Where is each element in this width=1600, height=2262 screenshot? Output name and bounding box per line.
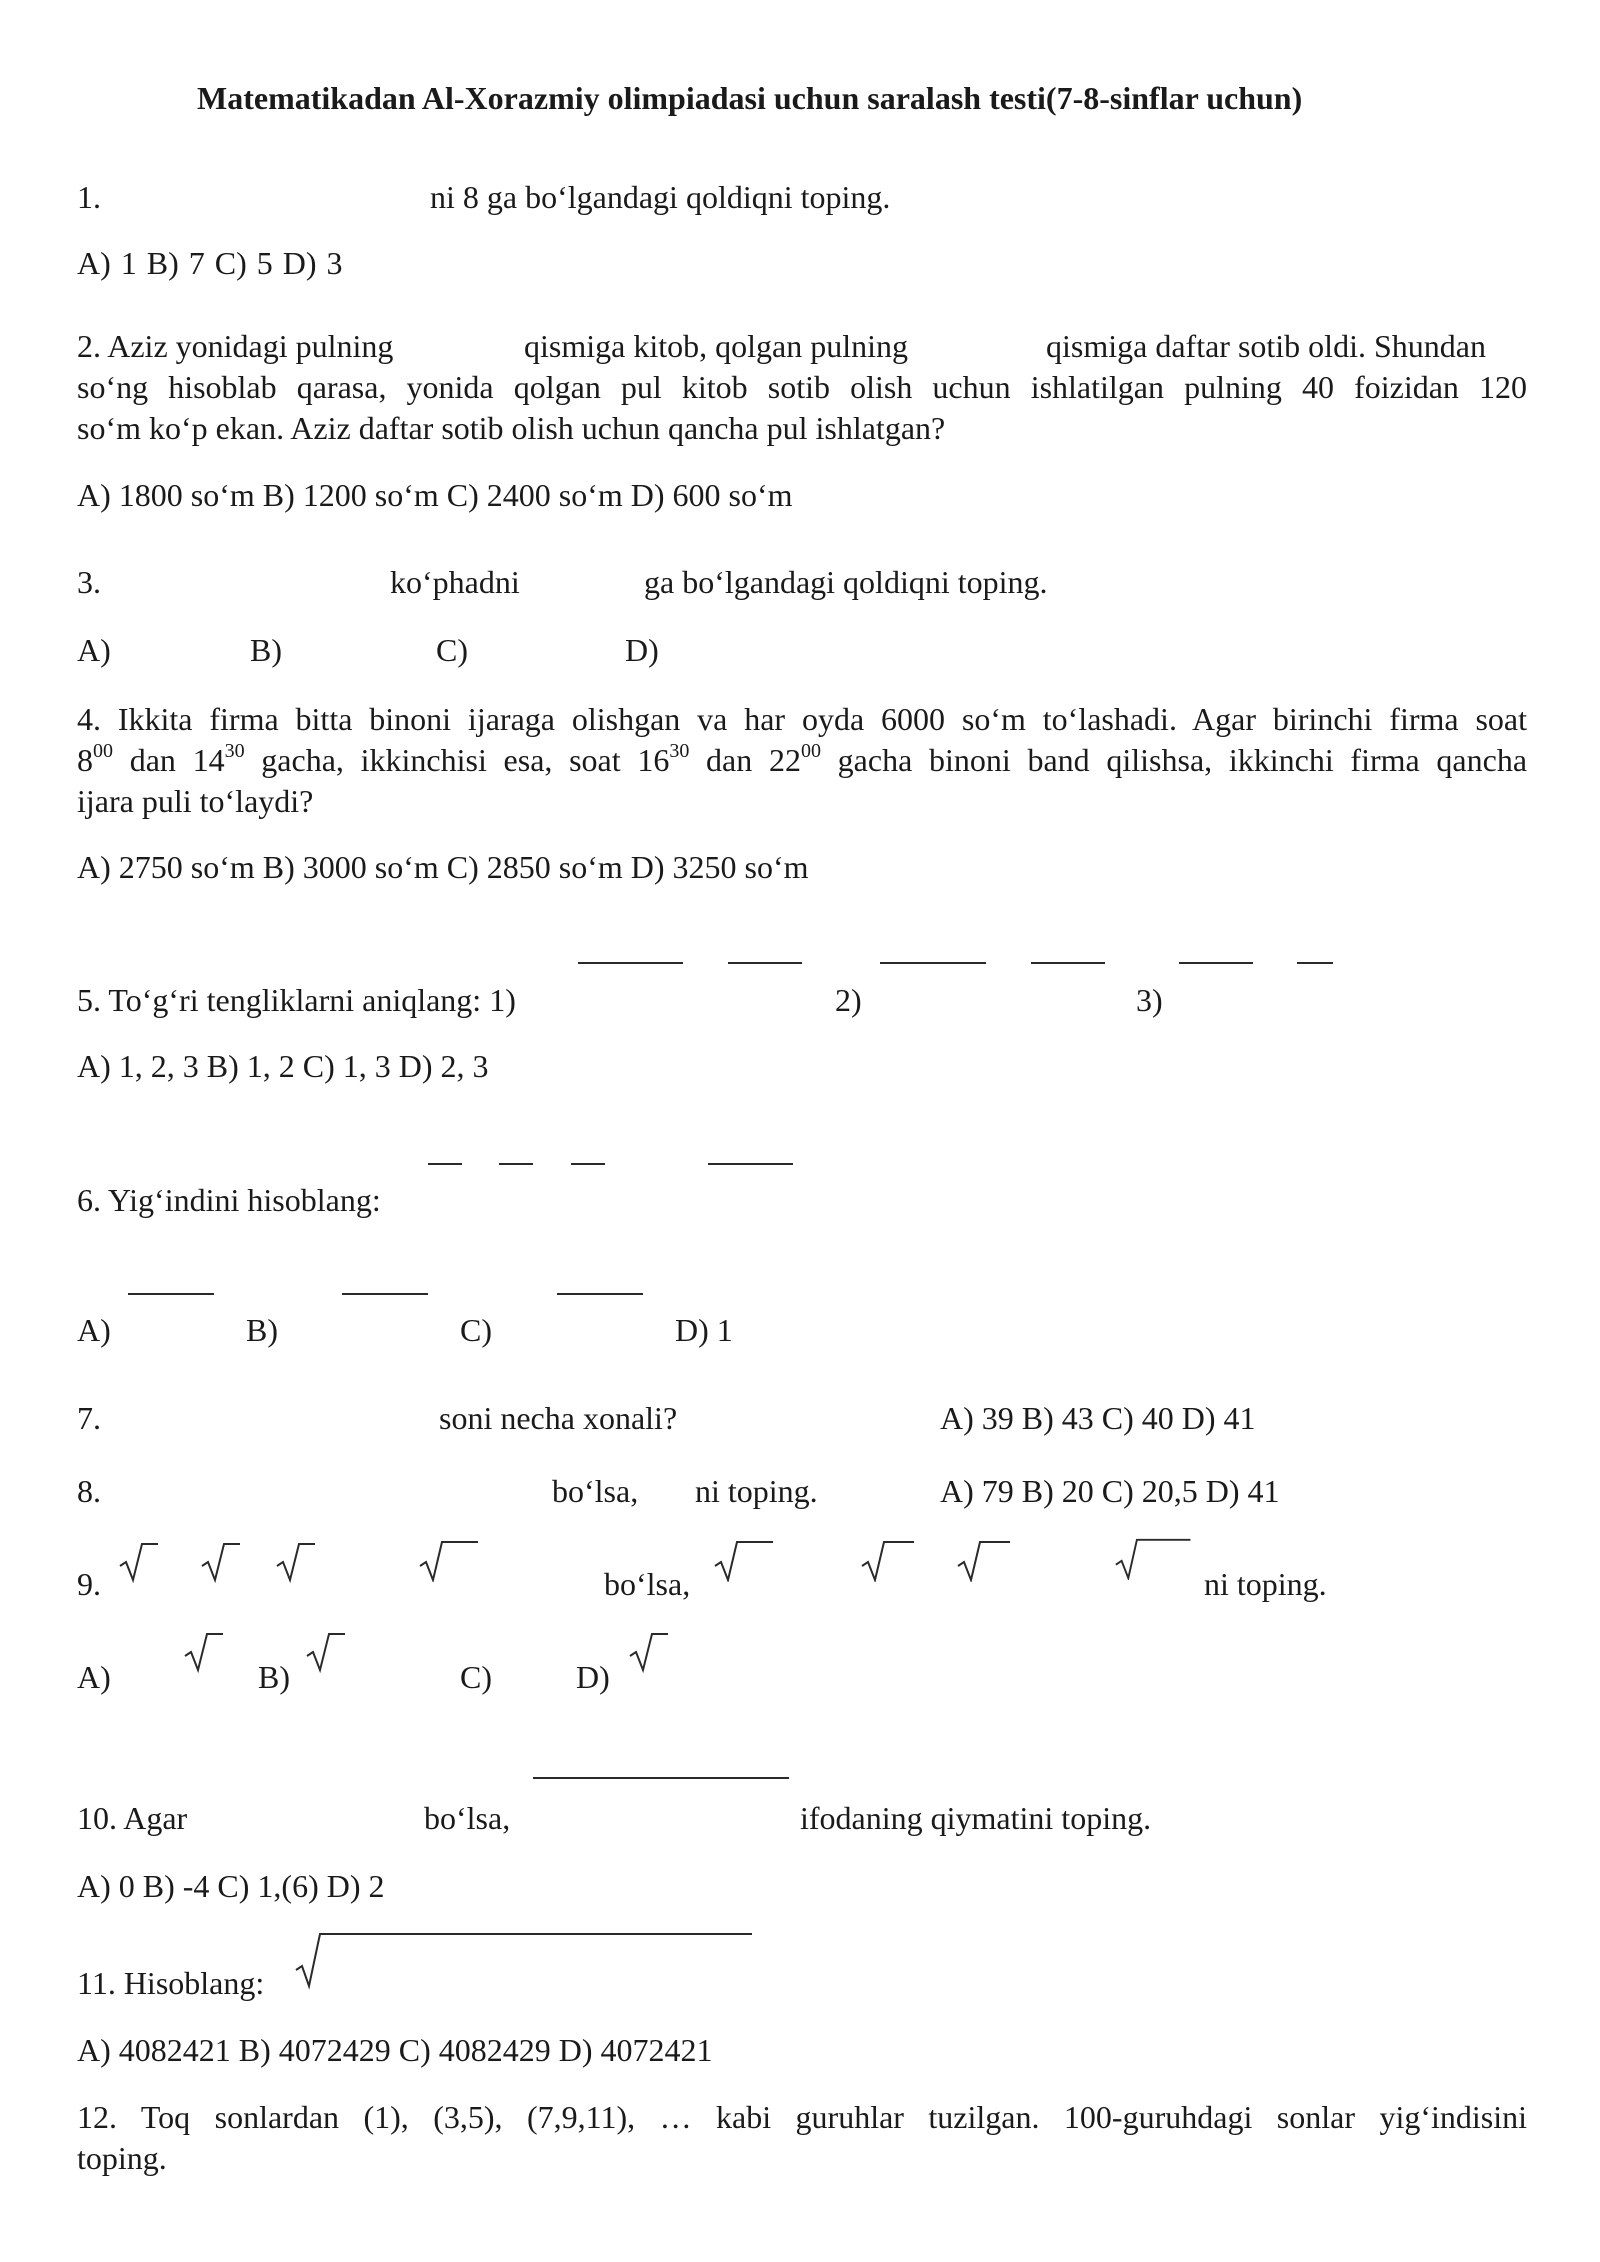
q4-time-2: 14 bbox=[192, 742, 225, 778]
q4-time-4-minutes: 00 bbox=[800, 740, 821, 763]
q9-number: 9. bbox=[77, 1566, 101, 1602]
q6-option-a: A) bbox=[77, 1312, 111, 1348]
q10-text-part2: ifodaning qiymatini toping. bbox=[800, 1800, 1152, 1836]
q1-text: ni 8 ga bo‘lgandagi qoldiqni toping. bbox=[430, 179, 891, 215]
q8-options: A) 79 B) 20 C) 20,5 D) 41 bbox=[940, 1473, 1280, 1509]
fraction-bar bbox=[708, 1163, 793, 1165]
q4-text-line1: 4. Ikkita firma bitta binoni ijaraga olishgan va har oyda 6000 so‘m to‘lashadi. Agar birinchi firma soat bbox=[77, 701, 1527, 737]
q2-text-line3: so‘m ko‘p ekan. Aziz daftar sotib olish uchun qancha pul ishlatgan? bbox=[77, 410, 946, 446]
q9-option-d: D) bbox=[576, 1659, 610, 1695]
sqrt-icon bbox=[956, 1538, 1026, 1582]
q6-option-d: D) 1 bbox=[675, 1312, 733, 1348]
sqrt-icon bbox=[305, 1630, 365, 1674]
q11-text: 11. Hisoblang: bbox=[77, 1965, 265, 2001]
q3-option-d: D) bbox=[625, 632, 659, 668]
q12-text-line1: 12. Toq sonlardan (1), (3,5), (7,9,11), … kabi guruhlar tuzilgan. 100-guruhdagi sonlar yig‘indisini bbox=[77, 2099, 1527, 2135]
q9-option-c: C) bbox=[460, 1659, 492, 1695]
fraction-bar bbox=[533, 1777, 789, 1779]
fraction-bar bbox=[128, 1293, 214, 1295]
q7-text: soni necha xonali? bbox=[439, 1400, 678, 1436]
fraction-bar bbox=[1297, 962, 1333, 964]
q5-options: A) 1, 2, 3 B) 1, 2 C) 1, 3 D) 2, 3 bbox=[77, 1048, 489, 1084]
q2-text-part1: 2. Aziz yonidagi pulning bbox=[77, 328, 394, 364]
fraction-bar bbox=[499, 1163, 533, 1165]
q5-item-2: 2) bbox=[835, 982, 862, 1018]
q4-time-1-minutes: 00 bbox=[93, 740, 113, 763]
q4-word: dan bbox=[689, 742, 769, 778]
q4-text-line2 bbox=[77, 740, 1527, 781]
q4-time-2-minutes: 30 bbox=[224, 740, 245, 763]
q11-options: A) 4082421 B) 4072429 C) 4082429 D) 4072421 bbox=[77, 2032, 713, 2068]
fraction-bar bbox=[571, 1163, 605, 1165]
q3-text-part2: ga bo‘lgandagi qoldiqni toping. bbox=[644, 564, 1048, 600]
q10-text-part1: bo‘lsa, bbox=[424, 1800, 511, 1836]
sqrt-icon bbox=[713, 1538, 793, 1582]
fraction-bar bbox=[578, 962, 683, 964]
q1-number: 1. bbox=[77, 179, 101, 215]
fraction-bar bbox=[880, 962, 986, 964]
sqrt-icon bbox=[118, 1540, 178, 1584]
sqrt-icon bbox=[628, 1630, 688, 1674]
sqrt-icon bbox=[275, 1540, 335, 1584]
q2-text-line2: so‘ng hisoblab qarasa, yonida qolgan pul kitob sotib olish uchun ishlatilgan pulning 40 foizidan 120 bbox=[77, 369, 1527, 405]
q2-text-part2: qismiga kitob, qolgan pulning bbox=[524, 328, 908, 364]
fraction-bar bbox=[557, 1293, 643, 1295]
q4-time-3: 16 bbox=[637, 742, 670, 778]
sqrt-icon bbox=[183, 1630, 243, 1674]
q5-item-3: 3) bbox=[1136, 982, 1163, 1018]
sqrt-icon bbox=[860, 1538, 930, 1582]
q10-text-part0: 10. Agar bbox=[77, 1800, 188, 1836]
q8-text-part2: ni toping. bbox=[695, 1473, 818, 1509]
fraction-bar bbox=[428, 1163, 462, 1165]
q7-options: A) 39 B) 43 C) 40 D) 41 bbox=[940, 1400, 1256, 1436]
q6-text: 6. Yig‘indini hisoblang: bbox=[77, 1182, 381, 1218]
q9-text-part1: bo‘lsa, bbox=[604, 1566, 691, 1602]
q9-option-a: A) bbox=[77, 1659, 111, 1695]
q3-option-b: B) bbox=[250, 632, 282, 668]
sqrt-icon bbox=[418, 1538, 498, 1582]
fraction-bar bbox=[342, 1293, 428, 1295]
q3-option-c: C) bbox=[436, 632, 468, 668]
q8-text-part1: bo‘lsa, bbox=[552, 1473, 639, 1509]
fraction-bar bbox=[1179, 962, 1253, 964]
q9-text-part2: ni toping. bbox=[1204, 1566, 1327, 1602]
q4-word: dan bbox=[113, 742, 193, 778]
q4-time-1: 8 bbox=[77, 742, 93, 778]
q4-options: A) 2750 so‘m B) 3000 so‘m C) 2850 so‘m D) 3250 so‘m bbox=[77, 849, 809, 885]
q7-number: 7. bbox=[77, 1400, 101, 1436]
q4-text-line3: ijara puli to‘laydi? bbox=[77, 783, 314, 819]
fraction-bar bbox=[728, 962, 802, 964]
sqrt-icon bbox=[200, 1540, 260, 1584]
q6-option-c: C) bbox=[460, 1312, 492, 1348]
q6-option-b: B) bbox=[246, 1312, 278, 1348]
q4-time-4: 22 bbox=[768, 742, 801, 778]
q3-number: 3. bbox=[77, 564, 101, 600]
q1-options: A) 1 B) 7 C) 5 D) 3 bbox=[77, 245, 343, 281]
q5-text: 5. To‘g‘ri tengliklarni aniqlang: 1) bbox=[77, 982, 516, 1018]
q3-text-part1: ko‘phadni bbox=[390, 564, 520, 600]
q4-word: gacha binoni band qilishsa, ikkinchi firma qancha bbox=[820, 742, 1528, 778]
q3-option-a: A) bbox=[77, 632, 111, 668]
q8-number: 8. bbox=[77, 1473, 101, 1509]
q4-time-3-minutes: 30 bbox=[669, 740, 690, 763]
q10-options: A) 0 B) -4 C) 1,(6) D) 2 bbox=[77, 1868, 385, 1904]
q9-option-b: B) bbox=[258, 1659, 290, 1695]
page-title: Matematikadan Al-Xorazmiy olimpiadasi uchun saralash testi(7-8-sinflar uchun) bbox=[197, 80, 1303, 116]
q2-text-part3: qismiga daftar sotib oldi. Shundan bbox=[1046, 328, 1486, 364]
q2-options: A) 1800 so‘m B) 1200 so‘m C) 2400 so‘m D) 600 so‘m bbox=[77, 477, 793, 513]
q4-word: gacha, ikkinchisi esa, soat bbox=[244, 742, 638, 778]
q12-text-line2: toping. bbox=[77, 2140, 167, 2176]
sqrt-icon bbox=[1112, 1536, 1202, 1580]
fraction-bar bbox=[1031, 962, 1105, 964]
sqrt-icon bbox=[294, 1930, 754, 1990]
